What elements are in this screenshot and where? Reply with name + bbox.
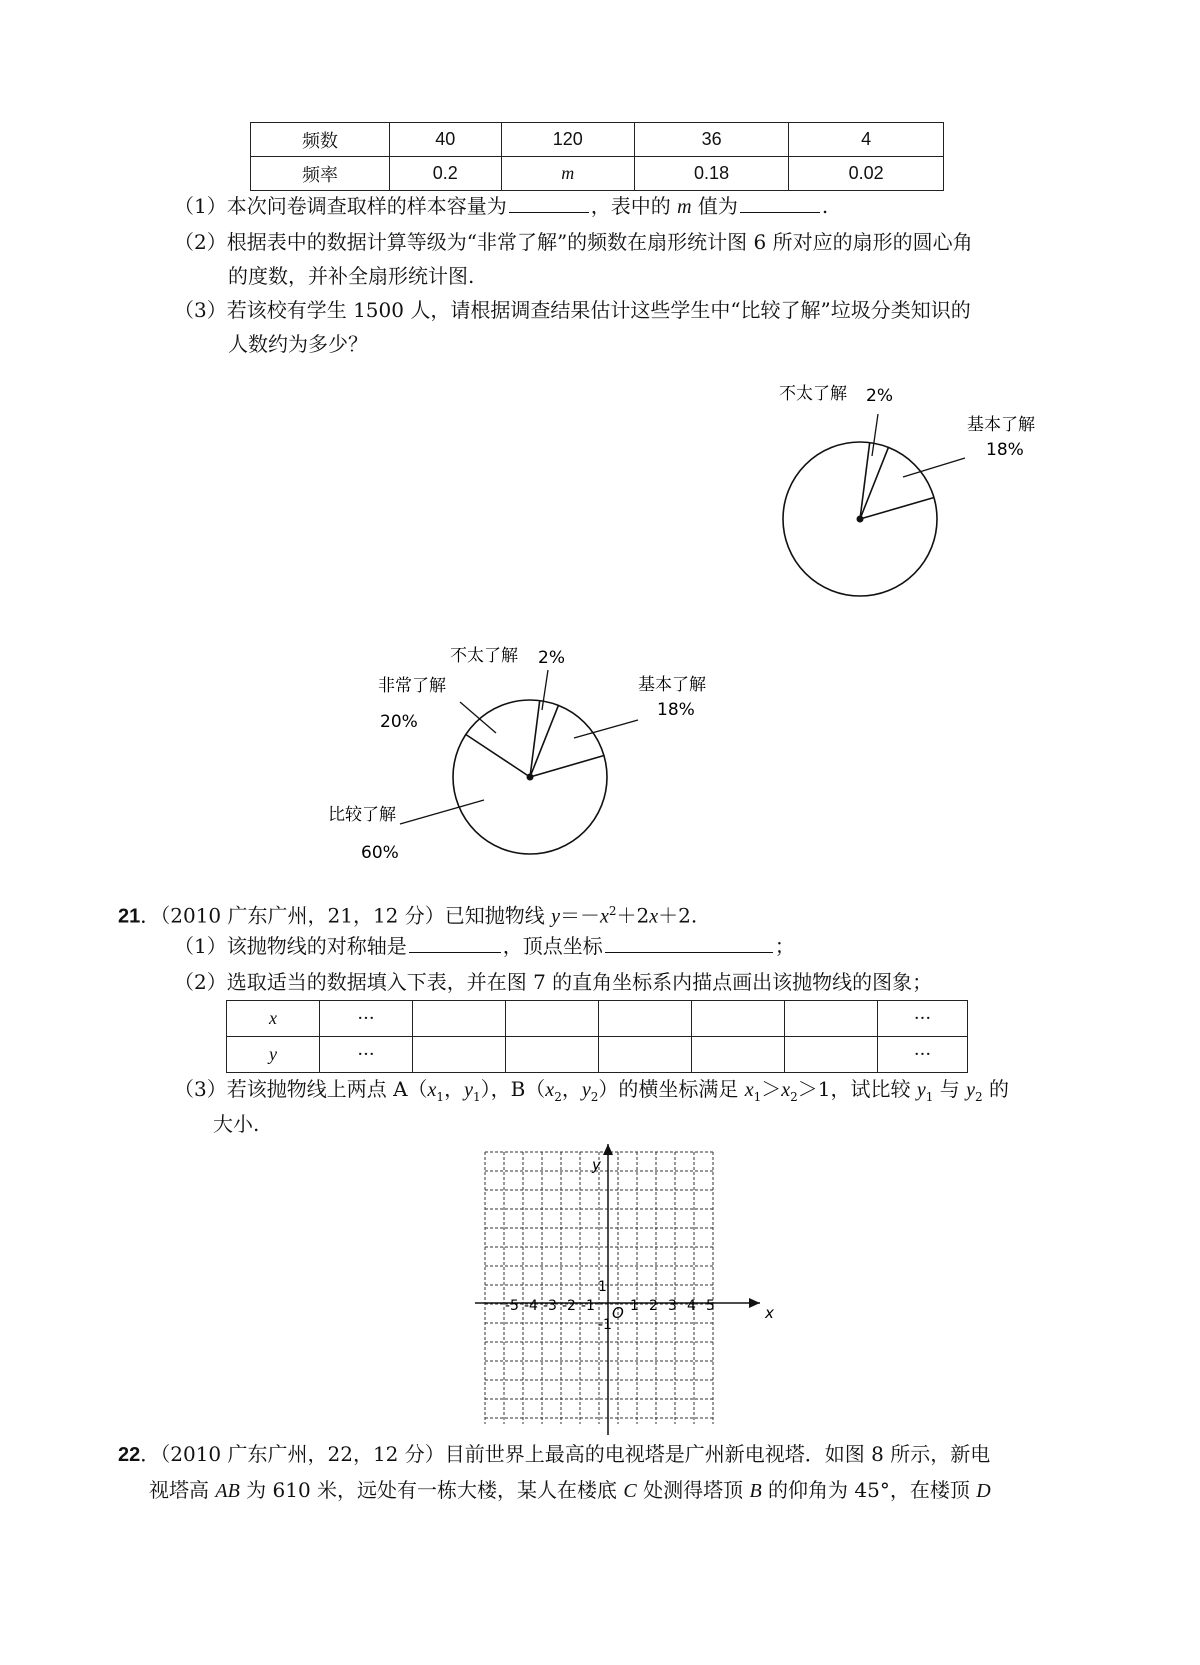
q22-line1: 22．（2010 广东广州，22，12 分）目前世界上最高的电视塔是广州新电视塔．如图 8 所示，新电 <box>118 1442 991 1466</box>
x-tick-label: 3 <box>668 1298 677 1314</box>
answer-blank <box>605 932 773 953</box>
x-tick-label: -3 <box>543 1298 557 1314</box>
label-pct: 2% <box>538 648 565 668</box>
table-cell: 36 <box>634 123 789 157</box>
y-tick-label: 1 <box>598 1279 607 1295</box>
table-row <box>251 157 944 191</box>
label-name: 不太了解 <box>450 646 518 666</box>
pie-chart-complete <box>310 640 730 880</box>
q21-part3-line1: （3）若该抛物线上两点 $A(x_1$，$y_1$），$B(x_2$，$y_2$）的横坐标满足 $x_1>x_2>1$，试比较 $y_1$ 与 $y_2$ 的 <box>174 1077 1010 1104</box>
row-label: 频率 <box>251 157 390 191</box>
label-pct: 18% <box>986 440 1024 460</box>
pie-radius <box>860 498 934 520</box>
row-label: 频数 <box>251 123 390 157</box>
q21-header: 21．（2010 广东广州，21，12 分）已知抛物线 $y=-x^2+2x+2$. <box>118 903 698 928</box>
answer-blank <box>740 192 820 213</box>
leader-line <box>542 670 548 710</box>
q21-part2: （2）选取适当的数据填入下表，并在图 7 的直角坐标系内描点画出该抛物线的图象； <box>174 970 933 994</box>
table-cell: ··· <box>878 1037 968 1073</box>
table-cell: m <box>501 157 634 191</box>
label-pct: 18% <box>657 700 695 720</box>
x-tick-label: -5 <box>505 1298 519 1314</box>
q21-part1: （1）该抛物线的对称轴是 ，顶点坐标 ； <box>174 934 795 958</box>
pie-radius <box>466 735 530 778</box>
q21-part3-line2: 大小. <box>213 1112 260 1136</box>
x-tick-label: -4 <box>524 1298 538 1314</box>
x-tick-label: -2 <box>562 1298 576 1314</box>
table-cell: ··· <box>878 1001 968 1037</box>
question-number: 22 <box>118 1444 141 1466</box>
table-cell <box>413 1037 506 1073</box>
x-tick-label: 4 <box>687 1298 696 1314</box>
label-pct: 2% <box>866 386 893 406</box>
table-cell <box>506 1037 599 1073</box>
x-tick-labels <box>505 1298 715 1314</box>
table-row <box>227 1001 968 1037</box>
table-cell <box>692 1001 785 1037</box>
q20-part1: （1）本次问卷调查取样的样本容量为 ，表中的 m 值为 . <box>174 194 829 218</box>
table-cell <box>599 1001 692 1037</box>
table-cell: 0.02 <box>789 157 944 191</box>
answer-blank <box>509 192 589 213</box>
q20-part2-line1: （2）根据表中的数据计算等级为“非常了解”的频数在扇形统计图 6 所对应的扇形的圆心角 <box>174 230 973 254</box>
table-cell <box>506 1001 599 1037</box>
leader-line <box>872 414 878 456</box>
table-row <box>227 1037 968 1073</box>
frequency-table <box>250 122 944 191</box>
xy-value-table <box>226 1000 968 1073</box>
q22-line2: 视塔高 AB 为 610 米，远处有一栋大楼，某人在楼底 C 处测得塔顶 B 的仰角为 45°，在楼顶 D <box>149 1478 991 1502</box>
label-pct: 60% <box>361 843 399 863</box>
answer-blank <box>409 932 501 953</box>
x-tick-label: -1 <box>581 1298 595 1314</box>
q20-part3-line2: 人数约为多少？ <box>228 332 368 356</box>
leader-line <box>903 458 965 477</box>
label-name: 不太了解 <box>779 384 847 404</box>
table-cell <box>785 1001 878 1037</box>
table-cell: 0.18 <box>634 157 789 191</box>
q20-part3-line1: （3）若该校有学生 1500 人，请根据调查结果估计这些学生中“比较了解”垃圾分类知识的 <box>174 298 971 322</box>
q20-part2-line2: 的度数，并补全扇形统计图. <box>228 264 475 288</box>
y-axis-arrow <box>603 1144 613 1155</box>
coordinate-grid <box>470 1140 774 1440</box>
label-name: 比较了解 <box>328 805 396 825</box>
question-number: 21 <box>118 905 141 928</box>
row-label: x <box>227 1001 320 1037</box>
table-cell: ··· <box>320 1001 413 1037</box>
pie-radius <box>530 756 604 778</box>
x-tick-label: 5 <box>706 1298 715 1314</box>
label-name: 基本了解 <box>638 675 706 695</box>
x-axis-arrow <box>749 1298 760 1308</box>
x-axis-label: x <box>765 1304 774 1322</box>
table-cell: ··· <box>320 1037 413 1073</box>
pie-chart-incomplete <box>760 380 1080 610</box>
pie-center <box>527 774 534 781</box>
table-cell: 40 <box>390 123 502 157</box>
pie-center <box>857 516 864 523</box>
table-cell <box>785 1037 878 1073</box>
table-row <box>251 123 944 157</box>
x-tick-label: 2 <box>649 1298 658 1314</box>
table-cell: 4 <box>789 123 944 157</box>
y-axis-label: y <box>592 1156 601 1174</box>
table-cell: 120 <box>501 123 634 157</box>
table-cell: 0.2 <box>390 157 502 191</box>
table-cell <box>692 1037 785 1073</box>
label-name: 基本了解 <box>967 415 1035 435</box>
label-pct: 20% <box>380 712 418 732</box>
label-name: 非常了解 <box>378 676 446 696</box>
origin-label: O <box>612 1304 624 1322</box>
table-cell <box>413 1001 506 1037</box>
leader-line <box>460 702 496 733</box>
row-label: y <box>227 1037 320 1073</box>
y-tick-label: -1 <box>598 1317 612 1333</box>
x-tick-label: 1 <box>630 1298 639 1314</box>
leader-line <box>400 800 484 824</box>
table-cell <box>599 1037 692 1073</box>
